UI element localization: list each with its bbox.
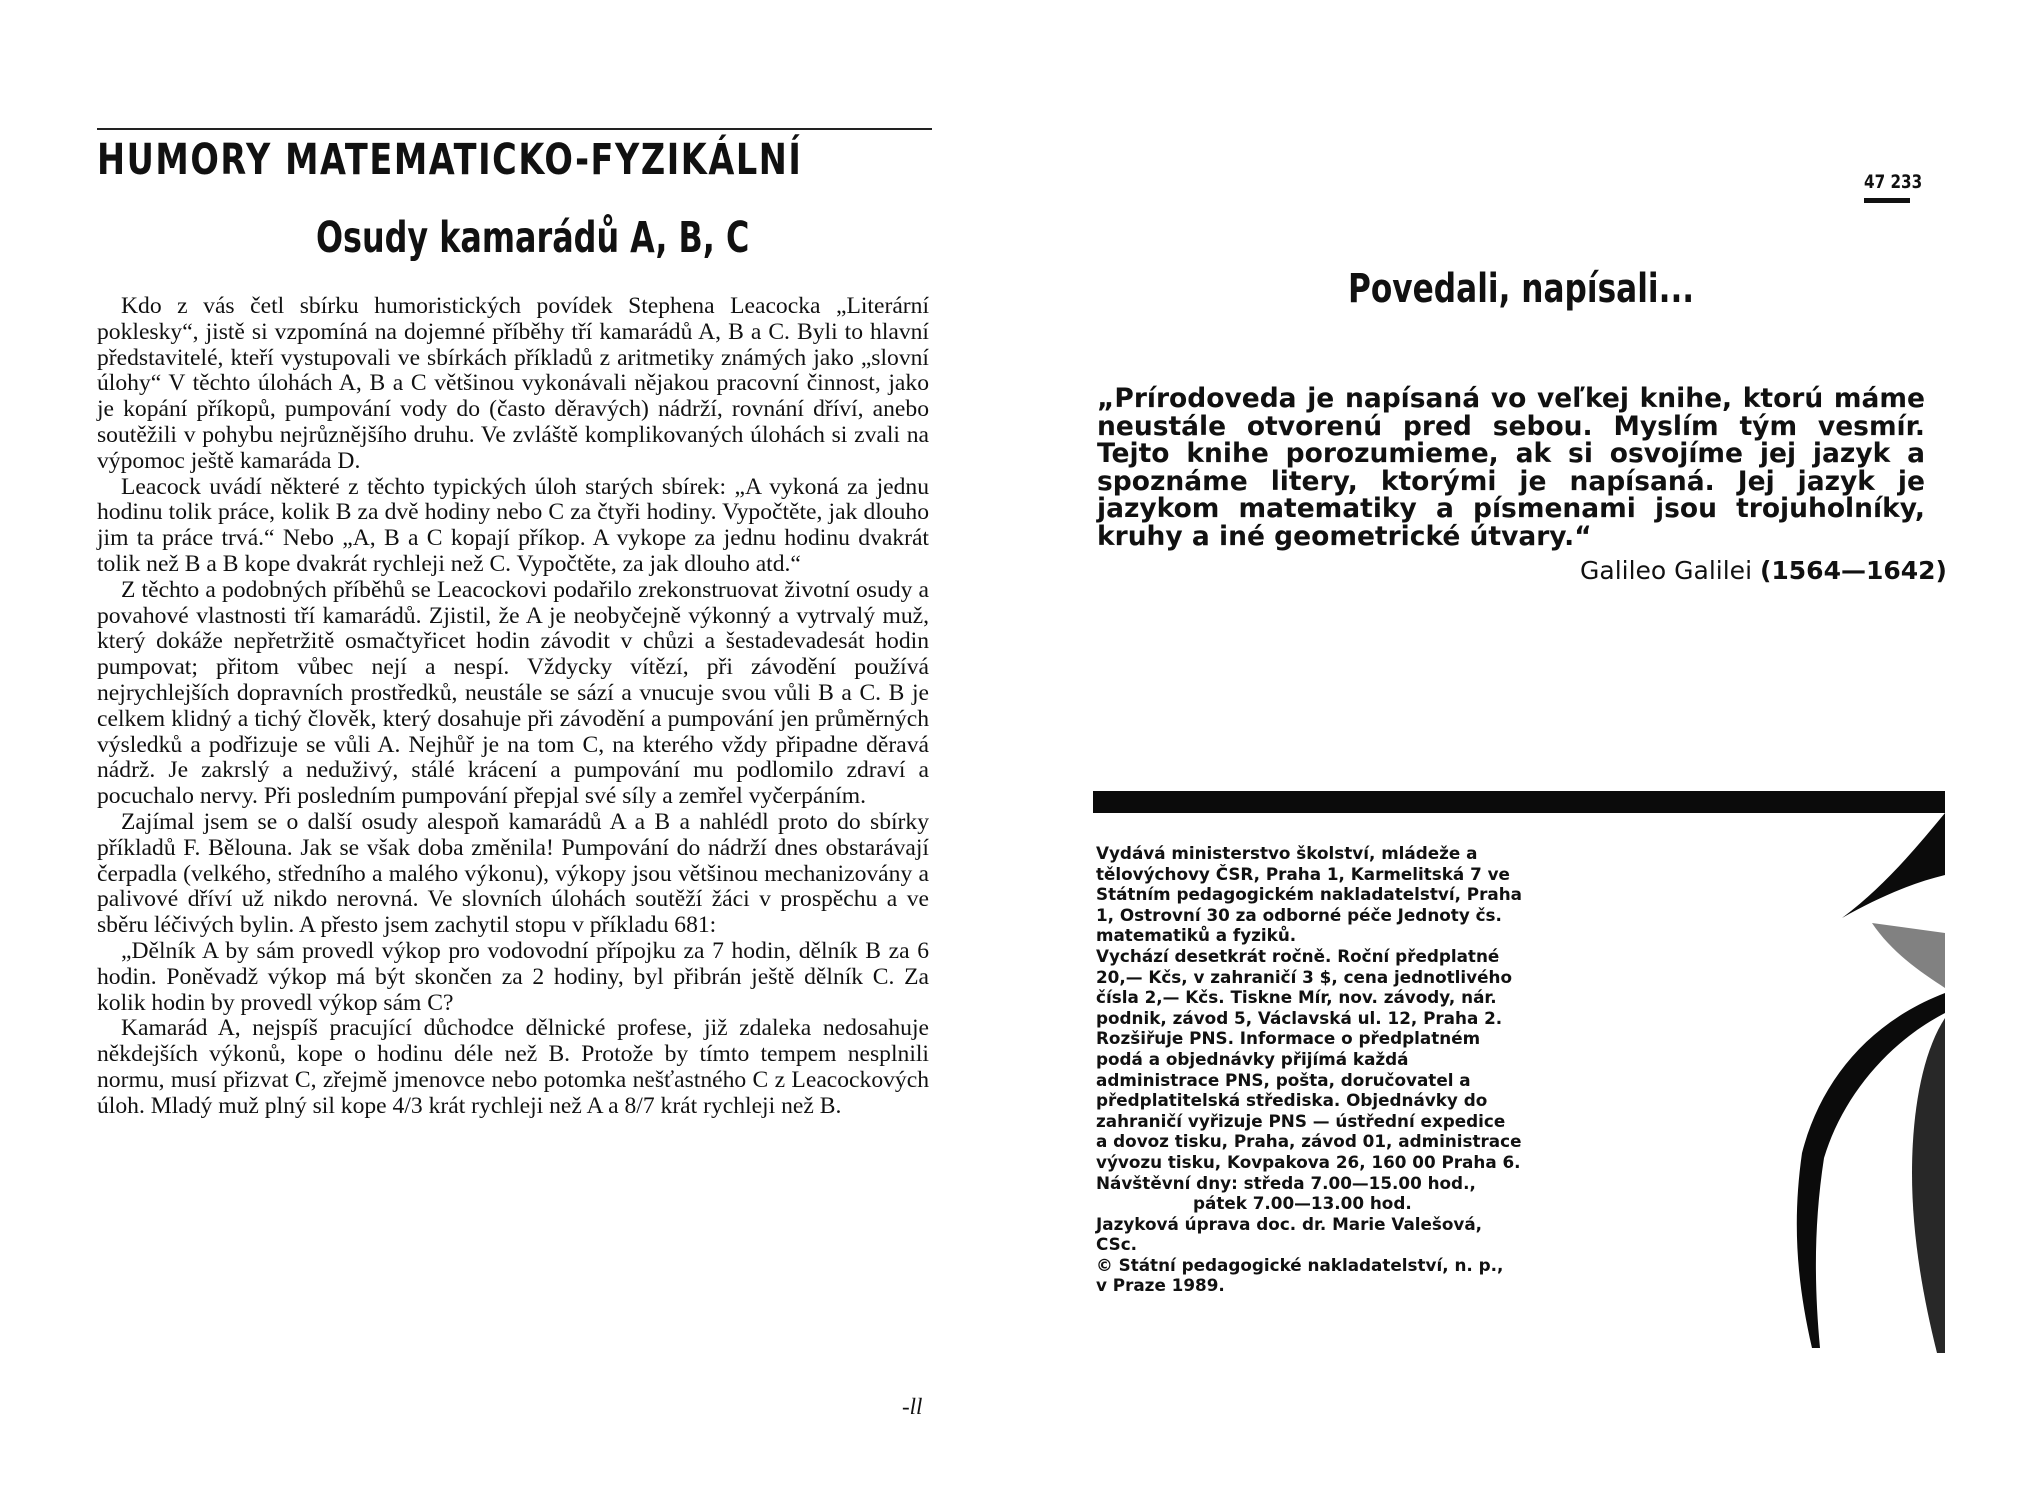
quote-text: „Prírodoveda je napísaná vo veľkej knihe, ktorú máme neustále otvorenú pred sebou. Myslím tým vesmír. Tejto knihe porozumieme, ak si osvojíme jej jazyk a spoznáme litery, ktorými je napísaná. Jej jazyk je jazykom matematiky a písmenami jsou trojuholníky, kruhy a iné geometrické útvary.“: [1097, 383, 1925, 552]
colophon-visiting-hours-2: pátek 7.00—13.00 hod.: [1193, 1193, 1412, 1214]
article-paragraph: Zajímal jsem se o další osudy alespoň kamarádů A a B a nahlédl proto do sbírky příkladů F. Bělouna. Jak se však doba změnila! Pumpování do nádrží dnes obstarávají čerpadla (velkého, středního a malého výkonu), výkopy jsou většinou mechanizovány a palivové dříví už nikdo nerovná. Ve slovních úlohách soutěží žáci v prospěchu a ve sběru léčivých bylin. A přesto jsem zachytil stopu v příkladu 681:: [97, 808, 929, 939]
page-number: 47 233: [1864, 171, 1923, 193]
page-number-rule: [1864, 198, 1910, 203]
decorative-arcs-graphic: [1762, 813, 1945, 1373]
section-heading: HUMORY MATEMATICKO-FYZIKÁLNÍ: [97, 135, 803, 185]
article-body: [97, 294, 929, 1120]
article-paragraph: Kamarád A, nejspíš pracující důchodce dělnické profese, již zdaleka nedosahuje někdejších výkonů, kope o hodinu déle než B. Protože by tímto tempem nesplnili normu, musí přizvat C, zřejmě jmenovce nebo potomka nešťastného C z Leacockových úloh. Mladý muž plný sil kope 4/3 krát rychleji než A a 8/7 krát rychleji než B.: [97, 1015, 929, 1119]
colophon-visiting-hours: Návštěvní dny: středa 7.00—15.00 hod.,: [1096, 1172, 1476, 1193]
colophon-copyright: © Státní pedagogické nakladatelství, n. p.,: [1096, 1254, 1504, 1275]
quote-author-name: Galileo Galilei: [1580, 556, 1753, 585]
colophon-copyright-2: v Praze 1989.: [1096, 1275, 1225, 1296]
colophon-bar: [1093, 791, 1945, 813]
heading-rule: [97, 128, 932, 130]
article-paragraph: Z těchto a podobných příběhů se Leacockovi podařilo zrekonstruovat životní osudy a povahové vlastnosti tří kamarádů. Zjistil, že A je neobyčejně výkonný a vytrvalý muž, který dokáže nepřetržitě osmačtyřicet hodin závodit v chůzi a šestadevadesát hodin pumpovat; přitom vůbec nejí a nespí. Vždycky vítězí, při závodění používá nejrychlejších dopravních prostředků, neustále se sází a vnucuje svou vůli B a C. B je celkem klidný a tichý člověk, který dosahuje při závodění a pumpování jen průměrných výsledků a podřizuje se vůli A. Nejhůř je na tom C, na kterého vždy připadne děravá nádrž. Je zakrslý a neduživý, stálé krácení a pumpování mu podlomilo zdraví a pocuchalo nervy. Při posledním pumpování přepjal své síly a zemřel vyčerpáním.: [97, 576, 929, 810]
colophon-subscription: Vychází desetkrát ročně. Roční předplatné 20,— Kčs, v zahraničí 3 $, cena jednotlivého čísla 2,— Kčs. Tiskne Mír, nov. závody, nár. podnik, závod 5, Václavská ul. 12, Praha 2. Rozšiřuje PNS. Informace o předplatném podá a objednávky přijímá každá administrace PNS, pošta, doručovatel a předplatitelská střediska. Objednávky do zahraničí vyřizuje PNS — ústřední expedice a dovoz tisku, Praha, závod 01, administrace vývozu tisku, Kovpakova 26, 160 00 Praha 6.: [1096, 945, 1522, 1172]
article-title: Osudy kamarádů A, B, C: [316, 213, 750, 263]
colophon: [1096, 843, 1522, 1296]
quote-author-years: (1564—1642): [1759, 556, 1947, 585]
quote-author: [1580, 556, 1947, 585]
colophon-publisher: Vydává ministerstvo školství, mládeže a tělovýchovy ČSR, Praha 1, Karmelitská 7 ve Státním pedagogickém nakladatelství, Praha 1, Ostrovní 30 za odborné péče Jednoty čs. matematiků a fyziků.: [1096, 843, 1522, 946]
colophon-editor: Jazyková úprava doc. dr. Marie Valešová, CSc.: [1096, 1213, 1483, 1255]
quote-section-title: Povedali, napísali...: [1348, 266, 1695, 312]
article-paragraph: „Dělník A by sám provedl výkop pro vodovodní přípojku za 7 hodin, dělník B za 6 hodin. Poněvadž výkop má být skončen za 2 hodiny, byl přibrán ještě dělník C. Za kolik hodin by provedl výkop sám C?: [97, 937, 929, 1016]
article-paragraph: Kdo z vás četl sbírku humoristických povídek Stephena Leacocka „Literární poklesky“, jistě si vzpomíná na dojemné příběhy tří kamarádů A, B a C. Byli to hlavní představitelé, kteří vystupovali ve sbírkách příkladů z aritmetiky známých jako „slovní úlohy“ V těchto úlohách A, B a C většinou vykonávali nějakou pracovní činnost, jako je kopání příkopů, pumpování vody do (často děravých) nádrží, rovnání dříví, anebo soutěžili v pohybu nejrůznějšího druhu. Ve zvláště komplikovaných úlohách si zvali na výpomoc ještě kamaráda D.: [97, 293, 929, 474]
author-signature: -ll: [902, 1394, 923, 1419]
article-paragraph: Leacock uvádí některé z těchto typických úloh starých sbírek: „A vykoná za jednu hodinu tolik práce, kolik B za dvě hodiny nebo C za čtyři hodiny. Vypočtěte, jak dlouho jim ta práce trvá.“ Nebo „A, B a C kopají příkop. A vykope za jednu hodinu dvakrát tolik než B a B kope dvakrát rychleji než C. Vypočtěte, za jak dlouho atd.“: [97, 473, 929, 577]
